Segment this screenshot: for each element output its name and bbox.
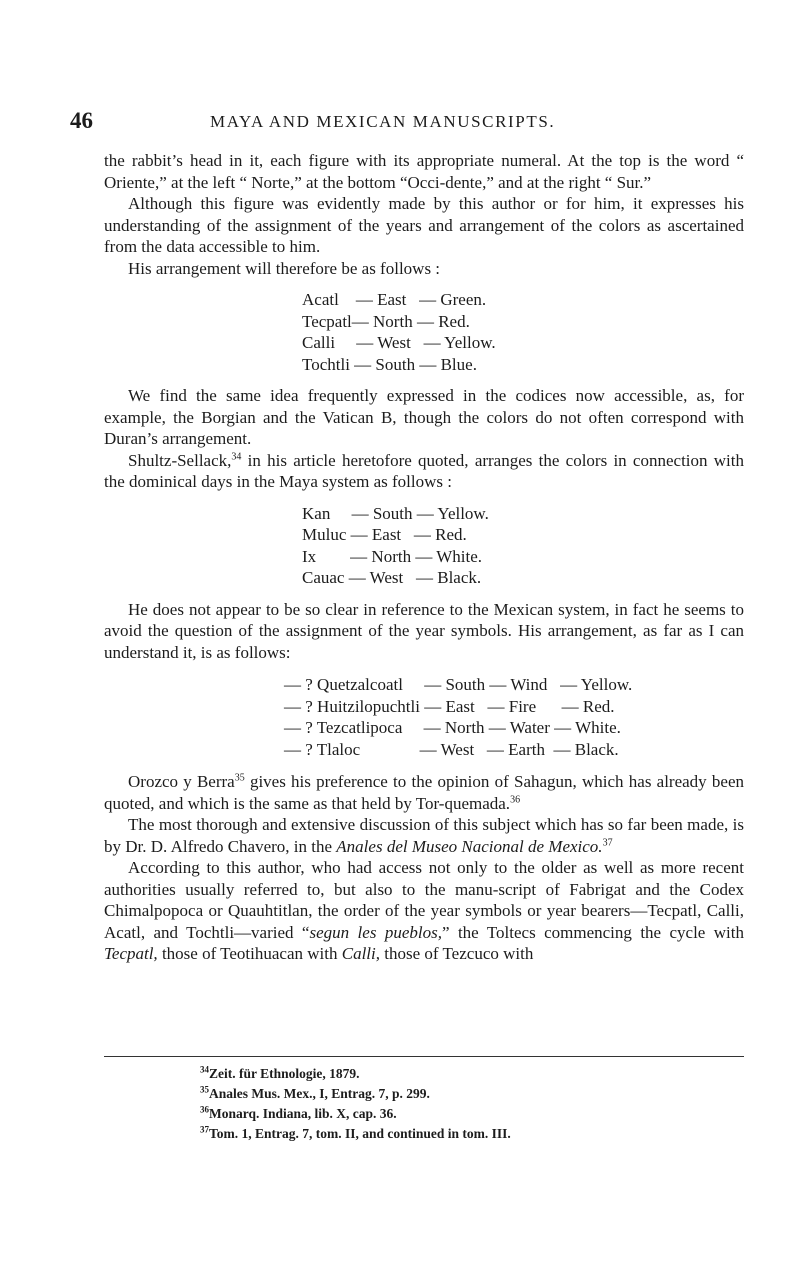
horizontal-rule: [104, 1056, 744, 1057]
page-number: 46: [70, 108, 93, 133]
footnote-number: 37: [200, 1124, 209, 1135]
footnote-ref: 35: [234, 772, 245, 784]
text-run: The most thorough and extensive discussion of this subject which has so far been made, is by Dr. D. Alfredo Chavero, in the: [104, 815, 744, 856]
footnotes: [200, 1064, 511, 1144]
list-item: — ? Huitzilopuchtli — East — Fire — Red.: [284, 696, 615, 716]
paragraph: His arrangement will therefore be as follows :: [128, 258, 441, 278]
text-run: ” the Toltecs commencing the cycle with: [442, 922, 744, 942]
italic-title: Anales del Museo Nacional de Mexico.: [336, 836, 603, 856]
footnote: [200, 1104, 511, 1124]
text-run: gives his preference to the opinion of Sahagun, which has already been quoted, and which is the same as that held by Tor-quemada.: [104, 772, 744, 813]
footnote-number: 36: [200, 1104, 209, 1115]
paragraph: We find the same idea frequently expressed in the codices now accessible, as, for example, the Borgian and the Vatican B, though the colors do not often correspond with Duran’s arrangement.: [104, 386, 744, 448]
footnote: [200, 1084, 511, 1104]
list-item: Cauac — West — Black.: [302, 568, 482, 587]
footnote-number: 35: [200, 1084, 209, 1095]
text-run: those of Tezcuco with: [380, 944, 534, 963]
list-item: — ? Tlaloc — West — Earth — Black.: [284, 739, 619, 759]
list-item: Muluc — East — Red.: [302, 525, 467, 544]
paragraph: He does not appear to be so clear in reference to the Mexican system, in fact he seems to avoid the question of the assignment of the year symbols. His arrangement, as far as I can understand it, is as follows:: [104, 599, 744, 662]
italic-phrase: Tecpatl,: [104, 944, 158, 963]
page-header: [70, 100, 740, 140]
paragraph: Although this figure was evidently made by this author or for him, it expresses his understanding of the assignment of the years and arrangement of the colors as ascertained from the data accessible to him.: [104, 194, 744, 256]
italic-phrase: segun les pueblos,: [309, 922, 442, 942]
paragraph: the rabbit’s head in it, each figure with its appropriate numeral. At the top is the word “ Oriente,” at the left “ Norte,” at the bottom “Occi-dente,” and at the right “ Sur.”: [104, 151, 744, 192]
footnote-text: Tom. 1, Entrag. 7, tom. II, and continued in tom. III.: [209, 1126, 511, 1141]
text-run: Shultz-Sellack,: [128, 450, 232, 470]
paragraph: [104, 771, 744, 814]
paragraph: [104, 450, 744, 493]
paragraph: [104, 857, 744, 965]
footnote-ref: 37: [602, 836, 613, 848]
footnote-number: 34: [200, 1064, 209, 1075]
list-item: Ix — North — White.: [302, 546, 483, 566]
color-list-mexican: [302, 289, 744, 375]
footnote-ref: 36: [510, 793, 521, 805]
paragraph: [104, 814, 744, 857]
list-item: Calli — West — Yellow.: [302, 333, 496, 352]
running-head: MAYA AND MEXICAN MANUSCRIPTS.: [210, 112, 556, 131]
footnote-text: Zeit. für Ethnologie, 1879.: [209, 1066, 360, 1081]
footnote-text: Monarq. Indiana, lib. X, cap. 36.: [209, 1106, 397, 1121]
page-body: [104, 150, 744, 965]
list-item: Acatl — East — Green.: [302, 290, 487, 309]
deity-list: [284, 674, 744, 760]
footnote-ref: 34: [231, 450, 242, 462]
text-run: those of Teotihuacan with: [157, 944, 342, 963]
color-list-maya: [302, 503, 744, 589]
footnote: [200, 1064, 511, 1084]
footnote-separator: [104, 1056, 744, 1057]
list-item: Kan — South — Yellow.: [302, 503, 489, 523]
list-item: — ? Quetzalcoatl — South — Wind — Yellow.: [284, 675, 633, 694]
text-run: Orozco y Berra: [128, 772, 235, 791]
text-run: According to this author, who had access not only to the older as well as more recent authorities usually referred to, but also to the manu-script of Fabrigat and the Codex Chimalpopoca or Quauhtitlan, the order of the year symbols or year bearers—Tecpatl, Calli, Acatl, and Tochtli—varied “: [104, 858, 744, 942]
list-item: Tochtli — South — Blue.: [302, 354, 477, 374]
italic-phrase: Calli,: [341, 944, 380, 963]
text-run: in his article heretofore quoted, arranges the colors in connection with the dominical days in the Maya system as follows :: [104, 450, 744, 491]
footnote-text: Anales Mus. Mex., I, Entrag. 7, p. 299.: [209, 1086, 430, 1101]
list-item: Tecpatl— North — Red.: [302, 311, 470, 331]
list-item: — ? Tezcatlipoca — North — Water — White.: [284, 718, 621, 737]
footnote: [200, 1124, 511, 1144]
